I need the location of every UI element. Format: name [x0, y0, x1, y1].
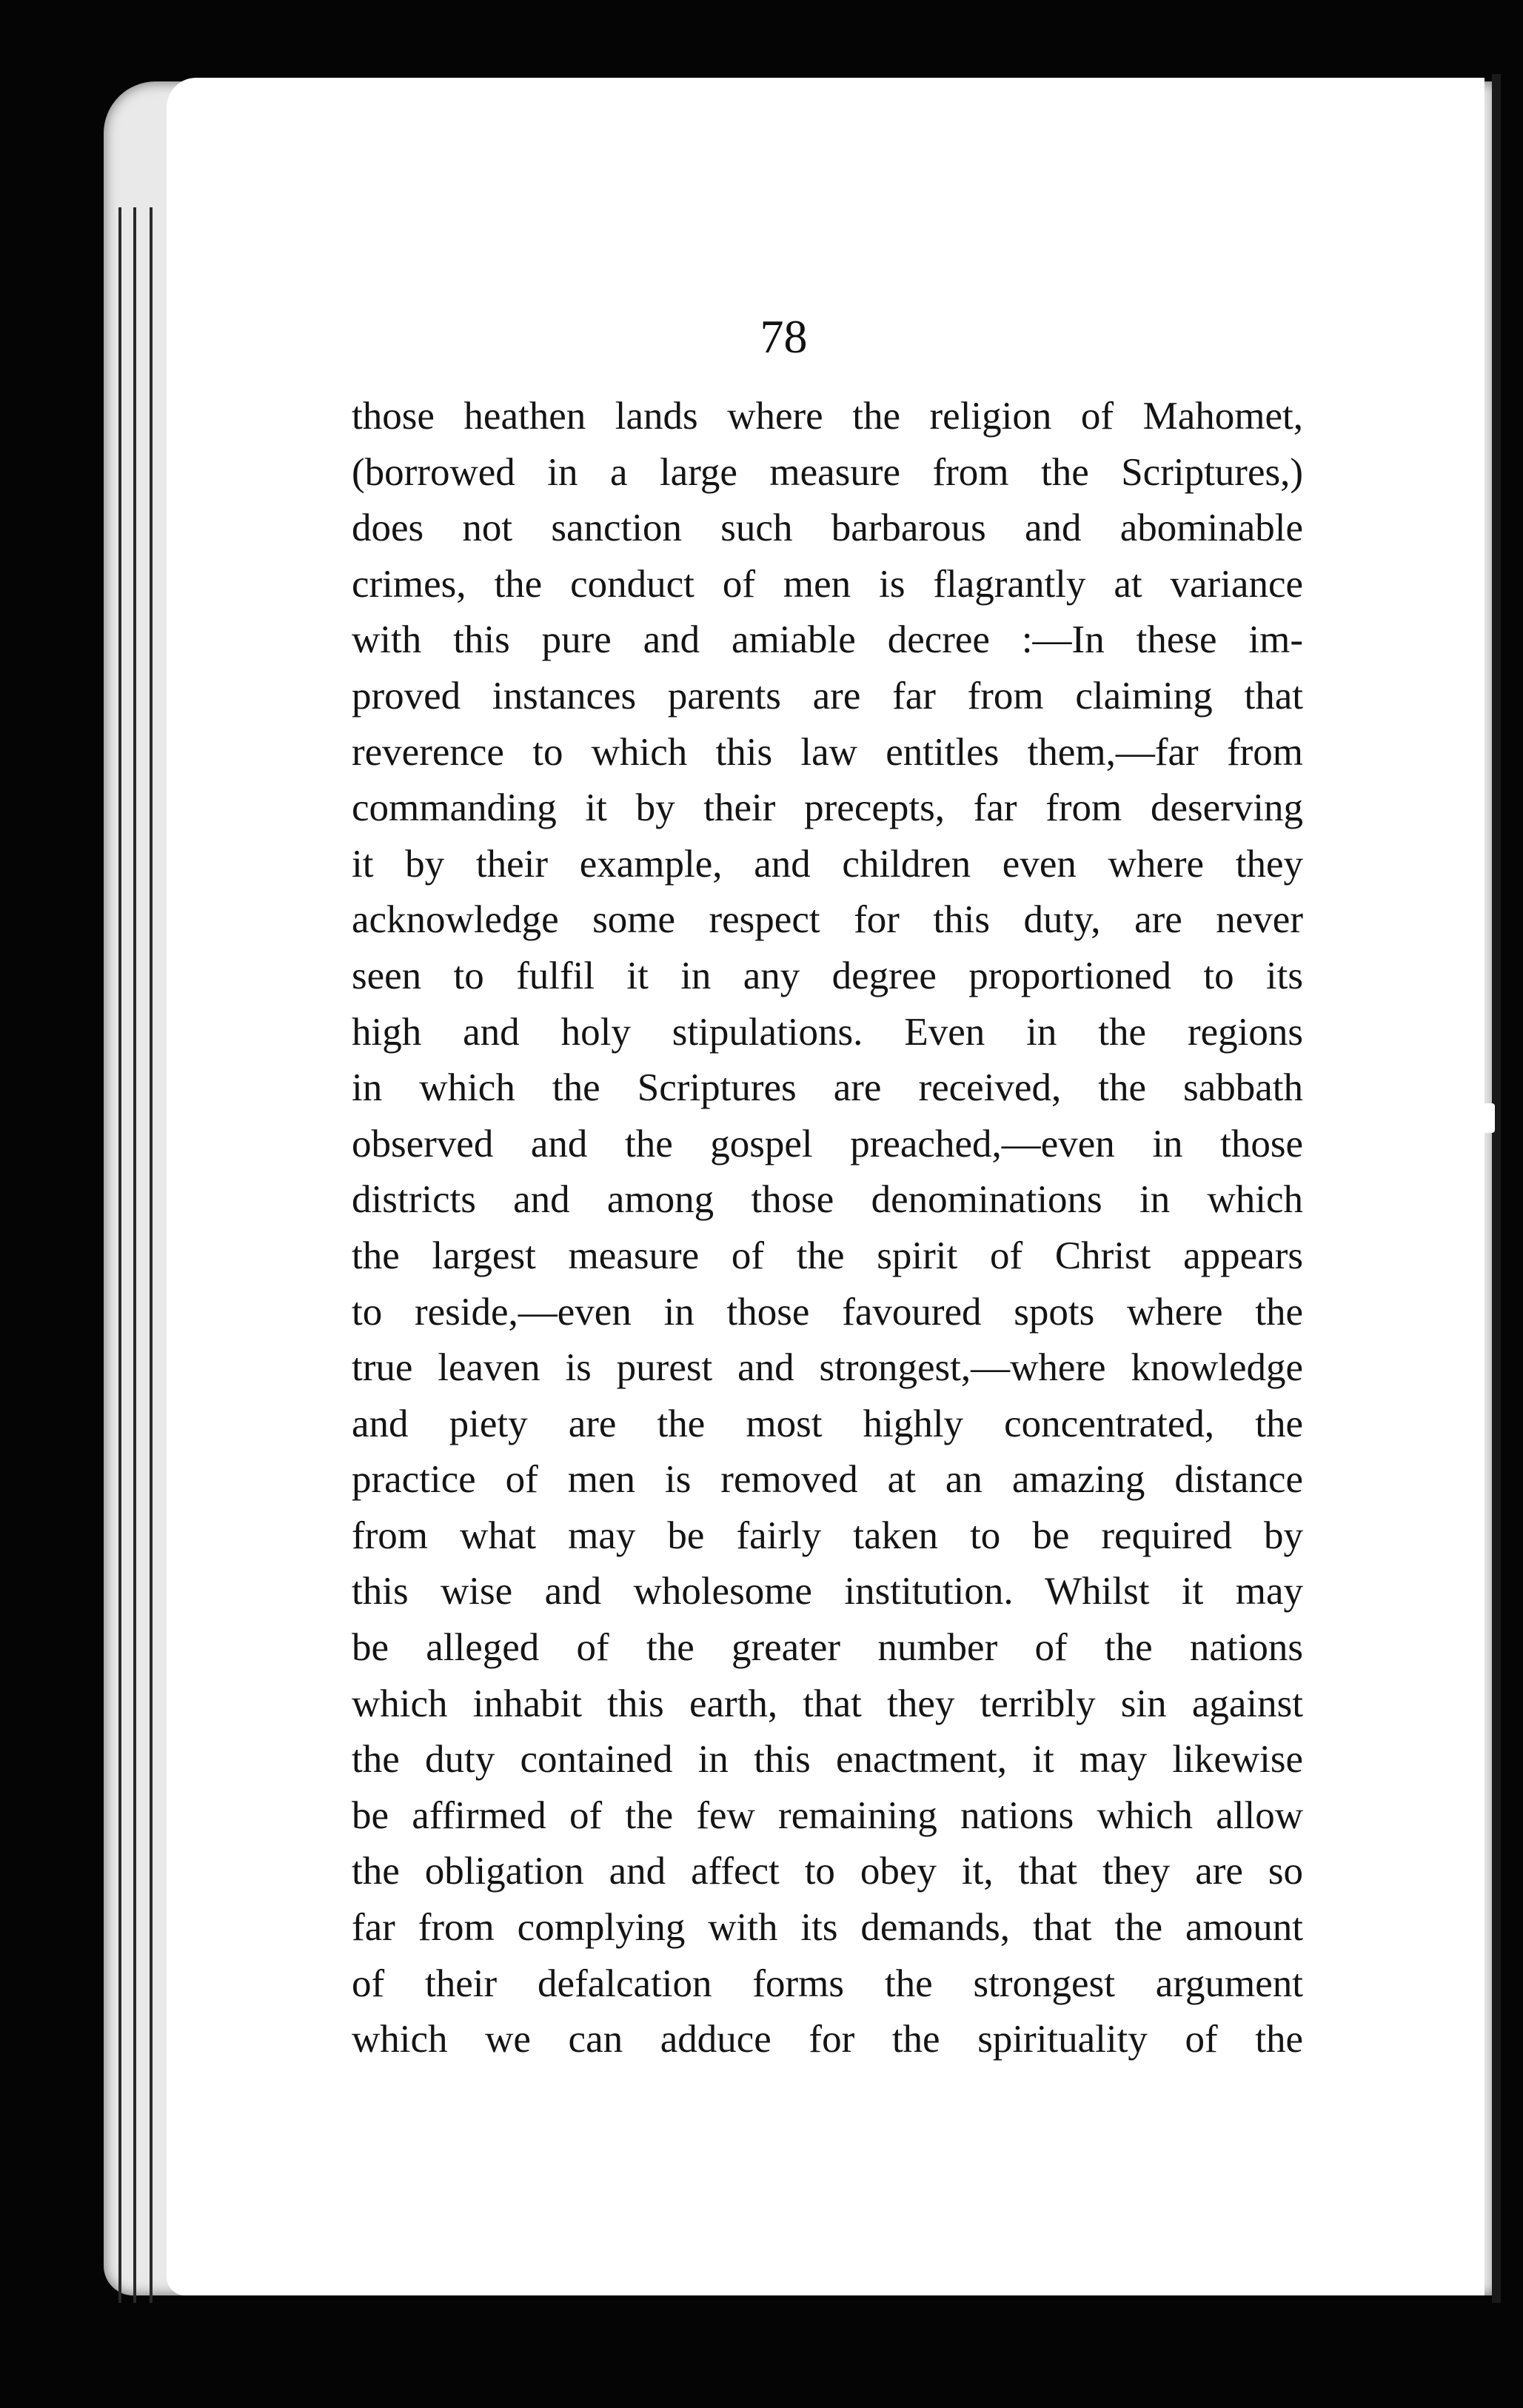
right-page-gutter [1492, 74, 1501, 2303]
text-line: high and holy stipulations. Even in the regions [352, 1010, 1303, 1054]
page-edge [133, 207, 136, 2303]
text-line: reverence to which this law entitles them,—far from [352, 730, 1303, 774]
text-line: of their defalcation forms the strongest argument [352, 1961, 1303, 2005]
text-line: (borrowed in a large measure from the Scriptures,) [352, 450, 1303, 494]
text-line: it by their example, and children even where they [352, 842, 1303, 886]
page-number: 78 [760, 310, 808, 363]
text-line: seen to fulfil it in any degree proportioned to its [352, 954, 1303, 997]
text-line: practice of men is removed at an amazing distance [352, 1458, 1303, 1502]
text-line: this wise and wholesome institution. Whilst it may [352, 1570, 1303, 1613]
page-edge [118, 207, 121, 2303]
text-line: those heathen lands where the religion of Mahomet, [352, 395, 1303, 438]
text-line: in which the Scriptures are received, the sabbath [352, 1066, 1303, 1110]
text-line: proved instances parents are far from claiming that [352, 674, 1303, 718]
text-line: be alleged of the greater number of the nations [352, 1626, 1303, 1670]
text-line: far from complying with its demands, that the amount [352, 1906, 1303, 1950]
text-line: true leaven is purest and strongest,—where knowledge [352, 1346, 1303, 1390]
text-line: be affirmed of the few remaining nations which allow [352, 1793, 1303, 1837]
text-line: which inhabit this earth, that they terribly sin against [352, 1682, 1303, 1725]
page-edge [150, 207, 153, 2303]
text-line: to reside,—even in those favoured spots where the [352, 1290, 1303, 1334]
text-line: the largest measure of the spirit of Christ appears [352, 1234, 1303, 1277]
text-line: the obligation and affect to obey it, that they are so [352, 1850, 1303, 1893]
text-line: which we can adduce for the spirituality of the [352, 2018, 1303, 2061]
text-line: crimes, the conduct of men is flagrantly at variance [352, 562, 1303, 606]
text-line: from what may be fairly taken to be required by [352, 1514, 1303, 1557]
text-line: and piety are the most highly concentrated, the [352, 1402, 1303, 1445]
text-line: observed and the gospel preached,—even in those [352, 1122, 1303, 1165]
page-clip-mark [1450, 1103, 1495, 1133]
text-line: with this pure and amiable decree :—In these im- [352, 618, 1303, 662]
text-line: acknowledge some respect for this duty, are never [352, 898, 1303, 942]
page-body-text [352, 389, 1303, 2068]
text-line: districts and among those denominations in which [352, 1178, 1303, 1222]
text-line: does not sanction such barbarous and abominable [352, 506, 1303, 550]
text-line: the duty contained in this enactment, it may likewise [352, 1738, 1303, 1782]
text-line: commanding it by their precepts, far from deserving [352, 786, 1303, 830]
